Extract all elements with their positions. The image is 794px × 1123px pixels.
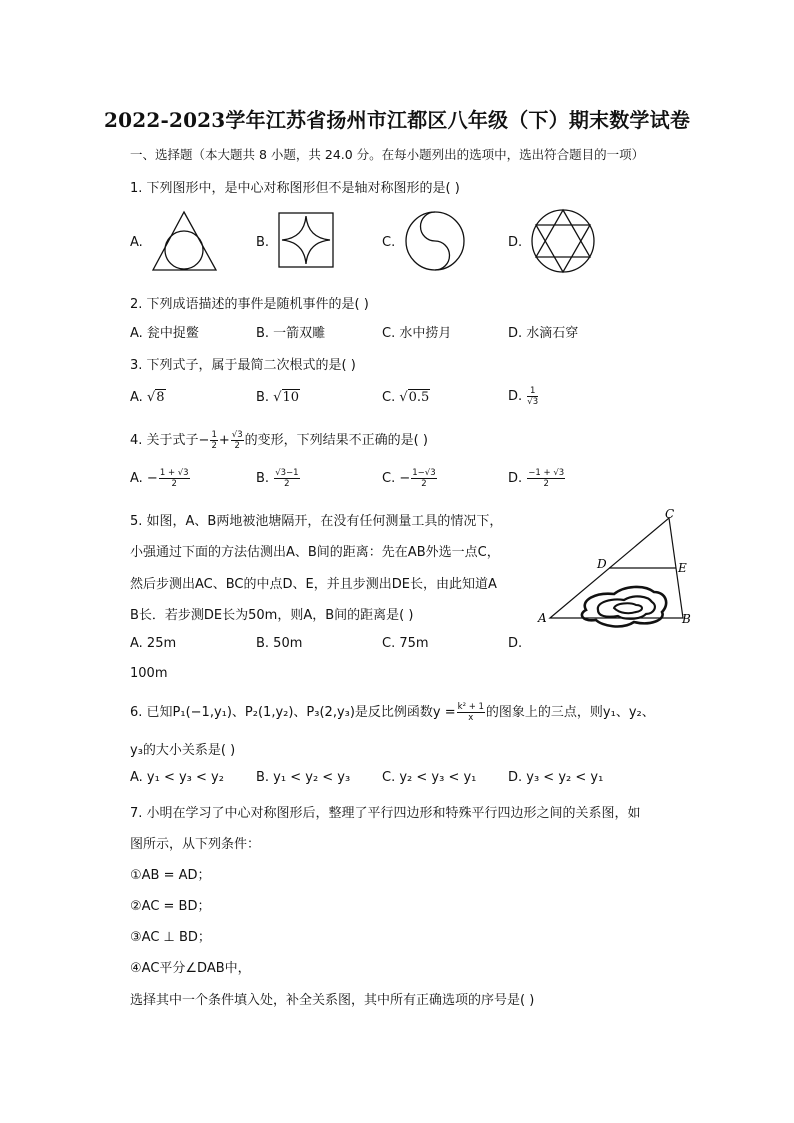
q5-option-d: D. [508, 636, 523, 651]
q1-figure-d-star-of-david [530, 208, 596, 274]
q1-figure-c-yin-yang [404, 210, 466, 272]
q6-option-b: B. y₁ < y₂ < y₃ [256, 770, 351, 785]
q6-option-c: C. y₂ < y₃ < y₁ [382, 770, 477, 785]
q4-option-c: C. − $\frac{1-√3}{2}$ [382, 468, 436, 489]
question-4-stem: 4. 关于式子− $\frac{1}{2}$ + $\frac{√3}{2}$ 的变形，下列结果不正确的是( ) [130, 430, 428, 451]
q4-option-d: D. $\frac{-1 + √3}{2}$ [508, 468, 565, 489]
q5-option-b: B. 50m [256, 636, 303, 651]
q4-option-a: A. − $\frac{1 + √3}{2}$ [130, 468, 189, 489]
question-7-line-3: 选择其中一个条件填入处，补全关系图，其中所有正确选项的序号是( ) [130, 993, 535, 1008]
q5-label-a: A [538, 611, 547, 625]
q5-label-c: C [665, 507, 675, 521]
q1-figure-a-triangle-circle [150, 208, 220, 273]
question-5-line-4: B长．若步测DE长为50m，则A，B间的距离是( ) [130, 608, 414, 623]
q6-option-d: D. y₃ < y₂ < y₁ [508, 770, 604, 785]
q3-option-d: D. $\frac{1}{√3}$ [508, 386, 539, 407]
question-7-line-2: 图所示，从下列条件： [130, 837, 261, 852]
q1-option-d-label: D. [508, 235, 523, 250]
q6-option-a: A. y₁ < y₃ < y₂ [130, 770, 224, 785]
q1-figure-b-square-star [277, 211, 335, 269]
q2-option-c: C. 水中捞月 [382, 326, 452, 341]
q3-option-b: B. √10 [256, 390, 300, 405]
question-7-line-1: 7. 小明在学习了中心对称图形后，整理了平行四边形和特殊平行四边形之间的关系图，如 [130, 806, 641, 821]
q3-option-a: A. √8 [130, 390, 165, 405]
question-5-line-1: 5. 如图，A、B两地被池塘隔开，在没有任何测量工具的情况下， [130, 514, 503, 529]
question-5-line-2: 小强通过下面的方法估测出A、B间的距离：先在AB外选一点C， [130, 545, 500, 560]
q5-label-e: E [678, 561, 687, 575]
q7-condition-1: ①AB = AD； [130, 868, 211, 883]
q1-option-b-label: B. [256, 235, 270, 250]
q7-condition-4: ④AC平分∠DAB中， [130, 961, 251, 976]
question-6-line-1: 6. 已知P₁(−1,y₁)、P₂(1,y₂)、P₃(2,y₃)是反比例函数y = $\frac{\text{k² + 1}}{x}$ 的图象上的三点，则y₁、y₂、 [130, 702, 655, 723]
q4-option-b: B. $\frac{√3-1}{2}$ [256, 468, 299, 489]
question-5-line-3: 然后步测出AC、BC的中点D、E，并且步测出DE长，由此知道A [130, 577, 497, 592]
q1-option-c-label: C. [382, 235, 396, 250]
q5-option-d-value: 100m [130, 666, 168, 681]
q2-option-b: B. 一箭双雕 [256, 326, 326, 341]
q5-option-a: A. 25m [130, 636, 177, 651]
page-title: 2022-2023学年江苏省扬州市江都区八年级（下）期末数学试卷 [103, 108, 691, 132]
q7-condition-2: ②AC = BD； [130, 899, 211, 914]
q2-option-d: D. 水滴石穿 [508, 326, 579, 341]
question-6-line-2: y₃的大小关系是( ) [130, 743, 236, 758]
q5-figure-pond-triangle [536, 506, 696, 630]
question-3-stem: 3. 下列式子，属于最简二次根式的是( ) [130, 358, 356, 373]
q5-label-d: D [597, 557, 607, 571]
q2-option-a: A. 瓮中捉鳖 [130, 326, 199, 341]
question-2-stem: 2. 下列成语描述的事件是随机事件的是( ) [130, 297, 369, 312]
q5-label-b: B [682, 612, 691, 626]
q1-option-a-label: A. [130, 235, 143, 250]
q5-option-c: C. 75m [382, 636, 429, 651]
q3-option-c: C. √0.5 [382, 390, 430, 405]
question-1-stem: 1. 下列图形中，是中心对称图形但不是轴对称图形的是( ) [130, 181, 460, 196]
section-heading: 一、选择题（本大题共 8 小题，共 24.0 分。在每小题列出的选项中，选出符合题目的一项） [130, 147, 645, 162]
q7-condition-3: ③AC ⊥ BD； [130, 930, 211, 945]
